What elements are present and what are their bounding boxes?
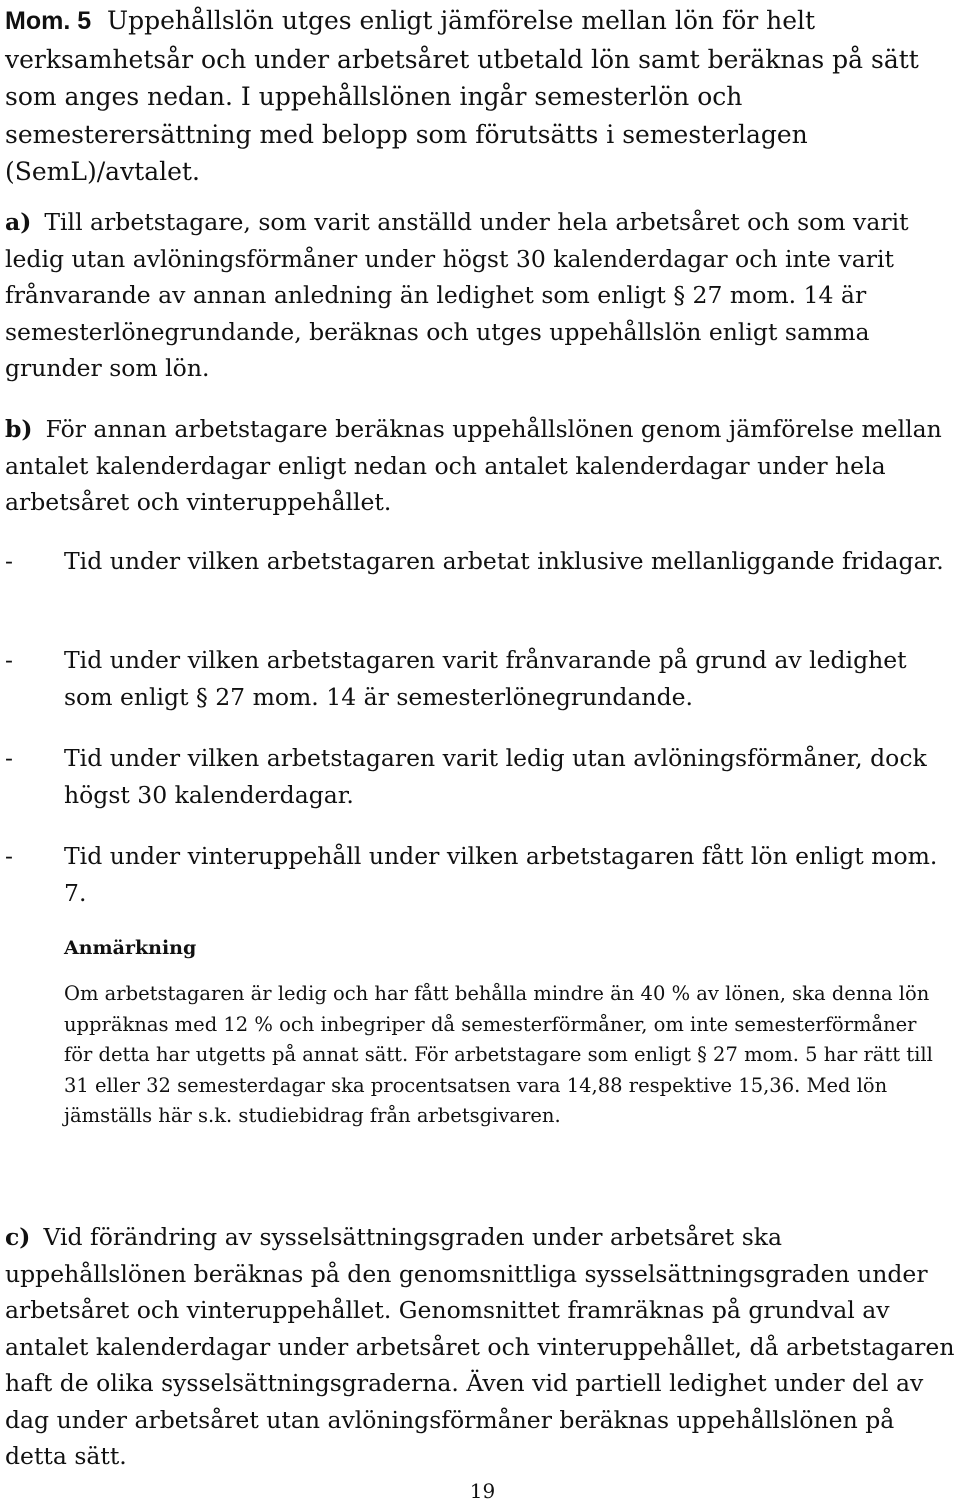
paragraph-c-text: Vid förändring av sysselsättningsgraden under arbetsåret ska uppehållslönen beräknas på den genomsnittliga sysselsättningsgraden under arbetsåret och vinteruppehållet. Genomsnittet framräknas på grundval av antalet kalenderdagar under arbetsåret och vinteruppehållet, då arbetstagaren haft de olika sysselsättningsgraderna. Även vid partiell ledighet under del av dag under arbetsåret utan avlöningsförmåner beräknas uppehållslönen på detta sätt. bbox=[5, 1223, 955, 1470]
paragraph-b-label: b) bbox=[5, 415, 33, 443]
list-item bbox=[5, 642, 960, 715]
paragraph-c bbox=[5, 1219, 960, 1475]
list-item-marker: - bbox=[5, 646, 13, 674]
section-label: Mom. 5 bbox=[5, 7, 92, 35]
note-title: Anmärkning bbox=[64, 937, 197, 959]
list-item bbox=[5, 543, 960, 580]
paragraph-c-label: c) bbox=[5, 1223, 31, 1251]
paragraph-b bbox=[5, 411, 960, 521]
list-item-marker: - bbox=[5, 547, 13, 575]
paragraph-a-text: Till arbetstagare, som varit anställd under hela arbetsåret och som varit ledig utan avlöningsförmåner under högst 30 kalenderdagar och inte varit frånvarande av annan anledning än ledighet som enligt § 27 mom. 14 är semesterlönegrundande, beräknas och utges uppehållslön enligt samma grunder som lön. bbox=[5, 208, 909, 382]
list-item-text: Tid under vilken arbetstagaren varit frånvarande på grund av ledighet som enligt § 27 mom. 14 är semesterlönegrundande. bbox=[64, 646, 907, 711]
page-number: 19 bbox=[469, 1479, 496, 1503]
list-item-marker: - bbox=[5, 842, 13, 870]
list-item-text: Tid under vilken arbetstagaren arbetat inklusive mellanliggande fridagar. bbox=[64, 547, 944, 575]
section-heading-text: Uppehållslön utges enligt jämförelse mellan lön för helt verksamhetsår och under arbetsåret utbetald lön samt beräknas på sätt som anges nedan. I uppehållslönen ingår semesterlön och semesterersättning med belopp som förutsätts i semesterlagen (SemL)/avtalet. bbox=[5, 6, 919, 186]
list-item bbox=[5, 740, 960, 813]
section-heading bbox=[5, 2, 960, 191]
paragraph-a bbox=[5, 204, 960, 387]
list-item-marker: - bbox=[5, 744, 13, 772]
list-item-text: Tid under vinteruppehåll under vilken arbetstagaren fått lön enligt mom. 7. bbox=[64, 842, 938, 907]
note-body: Om arbetstagaren är ledig och har fått behålla mindre än 40 % av lönen, ska denna lön uppräknas med 12 % och inbegriper då semesterförmåner, om inte semesterförmåner för detta har utgetts på annat sätt. För arbetstagare som enligt § 27 mom. 5 har rätt till 31 eller 32 semesterdagar ska procentsatsen vara 14,88 respektive 15,36. Med lön jämställs här s.k. studiebidrag från arbetsgivaren. bbox=[64, 982, 933, 1127]
list-item-text: Tid under vilken arbetstagaren varit ledig utan avlöningsförmåner, dock högst 30 kalenderdagar. bbox=[64, 744, 927, 809]
paragraph-b-text: För annan arbetstagare beräknas uppehållslönen genom jämförelse mellan antalet kalenderdagar enligt nedan och antalet kalenderdagar under hela arbetsåret och vinteruppehållet. bbox=[5, 415, 942, 516]
list-item bbox=[5, 838, 960, 911]
paragraph-a-label: a) bbox=[5, 208, 32, 236]
